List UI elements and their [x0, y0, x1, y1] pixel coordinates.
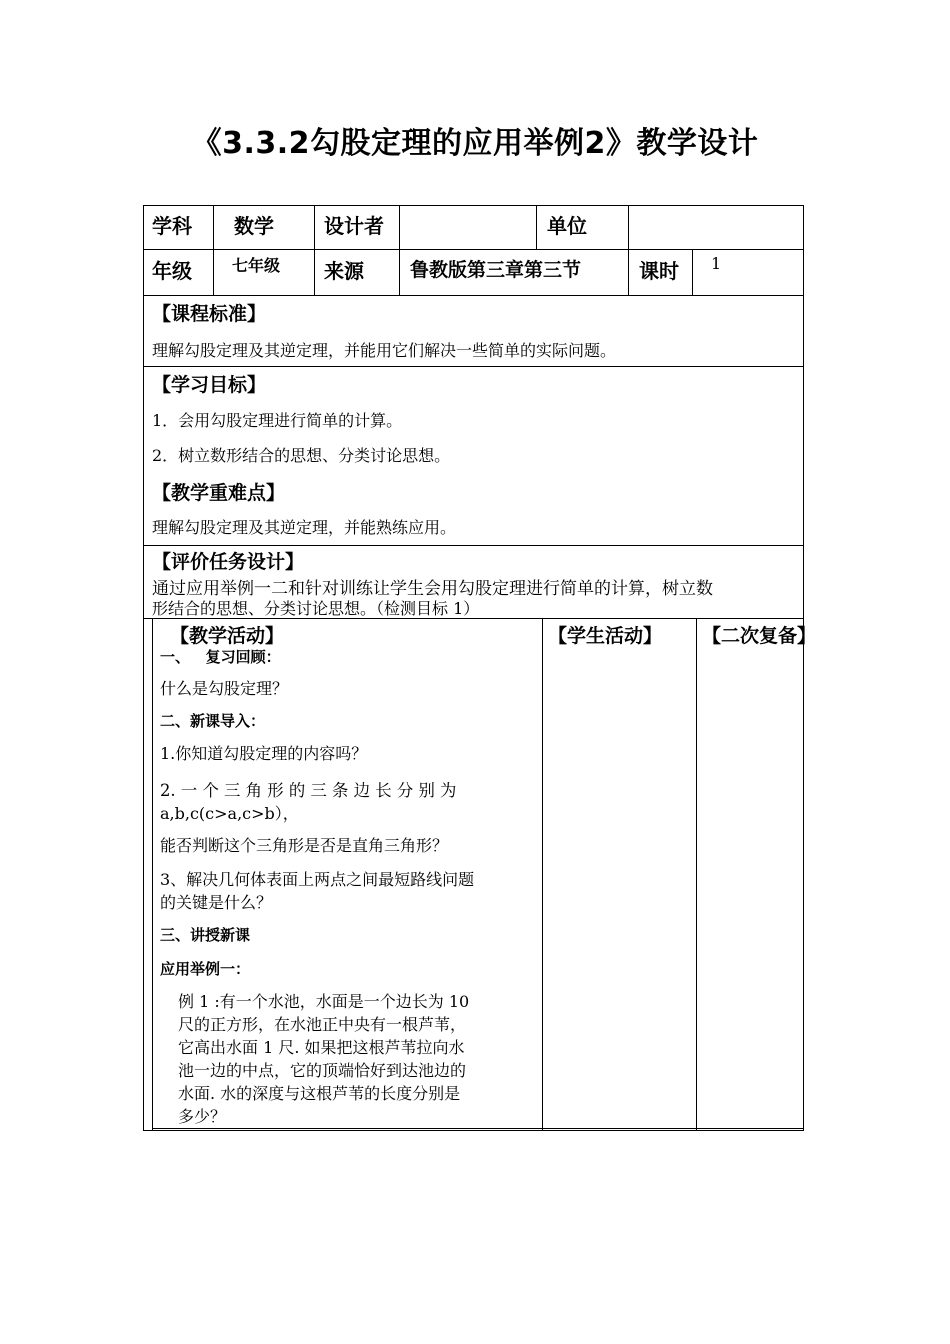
grade-value: 七年级 — [232, 256, 281, 275]
keypoints-text: 理解勾股定理及其逆定理，并能熟练应用。 — [152, 518, 457, 537]
table-border-top — [143, 205, 804, 206]
curriculum-text: 理解勾股定理及其逆定理，并能用它们解决一些简单的实际问题。 — [152, 341, 617, 360]
objective-item: 1．会用勾股定理进行简单的计算。 — [152, 411, 403, 430]
curriculum-heading: 【课程标准】 — [152, 303, 267, 325]
inner-col-1 — [542, 618, 543, 1131]
grid-col-4a — [536, 205, 537, 249]
objective-item: 2．树立数形结合的思想、分类讨论思想。 — [152, 446, 451, 465]
grid-col-5 — [628, 205, 629, 295]
example-line: 它高出水面 1 尺. 如果把这根芦苇拉向水 — [178, 1038, 465, 1057]
example-line: 池一边的中点，它的顶端恰好到达池边的 — [178, 1061, 467, 1080]
example-line: 水面. 水的深度与这根芦苇的长度分别是 — [178, 1084, 461, 1103]
intro-question-2-line2: a,b,c(c>a,c>b）， — [160, 804, 299, 823]
keypoints-heading: 【教学重难点】 — [152, 482, 286, 504]
evaluation-text-line2: 形结合的思想、分类讨论思想。（检测目标 1） — [152, 599, 480, 618]
review-question: 什么是勾股定理？ — [160, 679, 289, 698]
unit-label: 单位 — [547, 214, 587, 238]
table-border-row3 — [143, 366, 804, 367]
grid-col-6 — [692, 249, 693, 295]
table-border-row1 — [143, 249, 804, 250]
intro-question-3-line1: 3、解决几何体表面上两点之间最短路线问题 — [160, 870, 475, 889]
period-value: 1 — [711, 254, 722, 273]
evaluation-text-line1: 通过应用举例一二和针对训练让学生会用勾股定理进行简单的计算，树立数 — [152, 579, 713, 599]
source-label: 来源 — [324, 259, 364, 283]
review-title: 一、 复习回顾： — [160, 648, 281, 666]
example-line: 多少？ — [178, 1107, 227, 1126]
student-activity-heading: 【学生活动】 — [548, 625, 663, 647]
grid-col-3 — [399, 205, 400, 295]
grid-col-1 — [213, 205, 214, 295]
grade-label: 年级 — [152, 259, 192, 283]
subject-value: 数学 — [234, 214, 274, 238]
intro-question-2-line1: 2. 一 个 三 角 形 的 三 条 边 长 分 别 为 — [160, 781, 457, 800]
grid-col-2 — [314, 205, 315, 295]
example-title: 应用举例一： — [160, 960, 251, 978]
page-title: 《3.3.2勾股定理的应用举例2》教学设计 — [191, 126, 759, 161]
subject-label: 学科 — [152, 214, 192, 238]
designer-label: 设计者 — [324, 214, 384, 238]
objectives-heading: 【学习目标】 — [152, 374, 267, 396]
inner-col-2 — [696, 618, 697, 1131]
period-label: 课时 — [639, 259, 679, 283]
source-value: 鲁教版第三章第三节 — [410, 259, 582, 281]
example-line: 例 1 :有一个水池，水面是一个边长为 10 — [178, 992, 470, 1011]
table-border-right — [803, 205, 804, 1131]
table-border-bottom — [143, 1130, 804, 1131]
example-line: 尺的正方形，在水池正中央有一根芦苇， — [178, 1015, 467, 1034]
intro-question-1: 1.你知道勾股定理的内容吗？ — [160, 744, 368, 763]
intro-question-3-line2: 的关键是什么？ — [160, 893, 273, 912]
intro-question-2-line3: 能否判断这个三角形是否是直角三角形？ — [160, 836, 449, 855]
teaching-activity-heading: 【教学活动】 — [170, 625, 285, 647]
intro-title: 二、新课导入： — [160, 712, 266, 730]
inner-table-bottom — [152, 1128, 804, 1129]
inner-table-left — [152, 618, 153, 1131]
table-border-row2 — [143, 295, 804, 296]
new-lesson-title: 三、讲授新课 — [160, 926, 251, 944]
evaluation-heading: 【评价任务设计】 — [152, 551, 305, 573]
table-border-left — [143, 205, 144, 1131]
second-review-heading: 【二次复备】 — [702, 625, 817, 647]
table-border-row4 — [143, 545, 804, 546]
